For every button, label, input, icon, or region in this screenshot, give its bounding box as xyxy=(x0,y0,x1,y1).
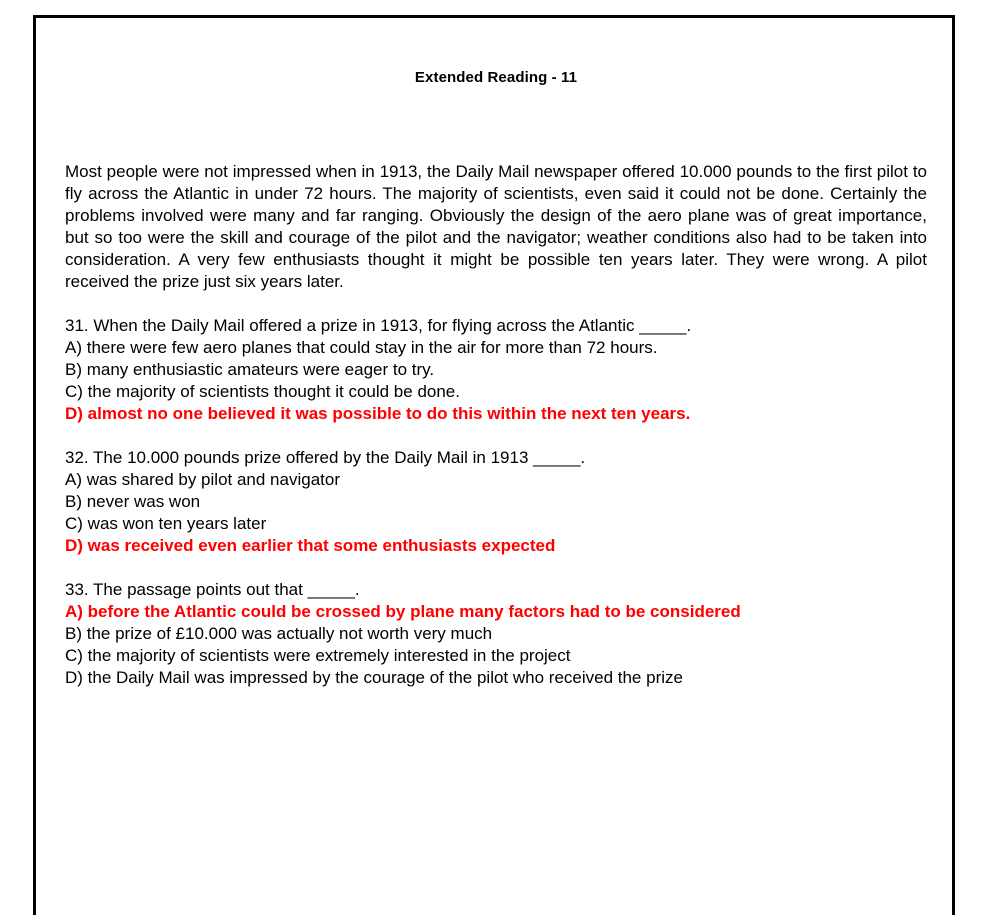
document-content xyxy=(65,18,927,689)
answer-option[interactable]: B) many enthusiastic amateurs were eager to try. xyxy=(65,360,435,379)
answer-option[interactable]: B) the prize of £10.000 was actually not worth very much xyxy=(65,624,493,643)
answer-option[interactable]: D) the Daily Mail was impressed by the courage of the pilot who received the prize xyxy=(65,668,683,687)
question-block xyxy=(65,315,927,425)
answer-option-correct[interactable]: A) before the Atlantic could be crossed by plane many factors had to be considered xyxy=(65,602,741,621)
answer-option[interactable]: C) the majority of scientists were extremely interested in the project xyxy=(65,646,571,665)
answer-option-correct[interactable]: D) was received even earlier that some enthusiasts expected xyxy=(65,536,556,555)
answer-option[interactable]: A) there were few aero planes that could stay in the air for more than 72 hours. xyxy=(65,338,658,357)
answer-option[interactable]: C) was won ten years later xyxy=(65,514,267,533)
question-stem: 31. When the Daily Mail offered a prize in 1913, for flying across the Atlantic _____. xyxy=(65,316,692,335)
page-title: Extended Reading - 11 xyxy=(414,69,578,86)
reading-passage: Most people were not impressed when in 1913, the Daily Mail newspaper offered 10.000 pounds to the first pilot to fly across the Atlantic in under 72 hours. The majority of scientists, even said it could not be done. Certainly the problems involved were many and far ranging. Obviously the design of the aero plane was of great importance, but so too were the skill and courage of the pilot and the navigator; weather conditions also had to be taken into consideration. A very few enthusiasts thought it might be possible ten years later. They were wrong. A pilot received the prize just six years later. xyxy=(65,162,927,291)
answer-option[interactable]: A) was shared by pilot and navigator xyxy=(65,470,340,489)
question-block xyxy=(65,447,927,557)
answer-option[interactable]: C) the majority of scientists thought it could be done. xyxy=(65,382,460,401)
document-page xyxy=(33,15,955,915)
answer-option[interactable]: B) never was won xyxy=(65,492,201,511)
questions-list xyxy=(65,315,927,689)
question-stem: 33. The passage points out that _____. xyxy=(65,580,360,599)
question-block xyxy=(65,579,927,689)
question-stem: 32. The 10.000 pounds prize offered by the Daily Mail in 1913 _____. xyxy=(65,448,586,467)
answer-option-correct[interactable]: D) almost no one believed it was possible to do this within the next ten years. xyxy=(65,404,691,423)
